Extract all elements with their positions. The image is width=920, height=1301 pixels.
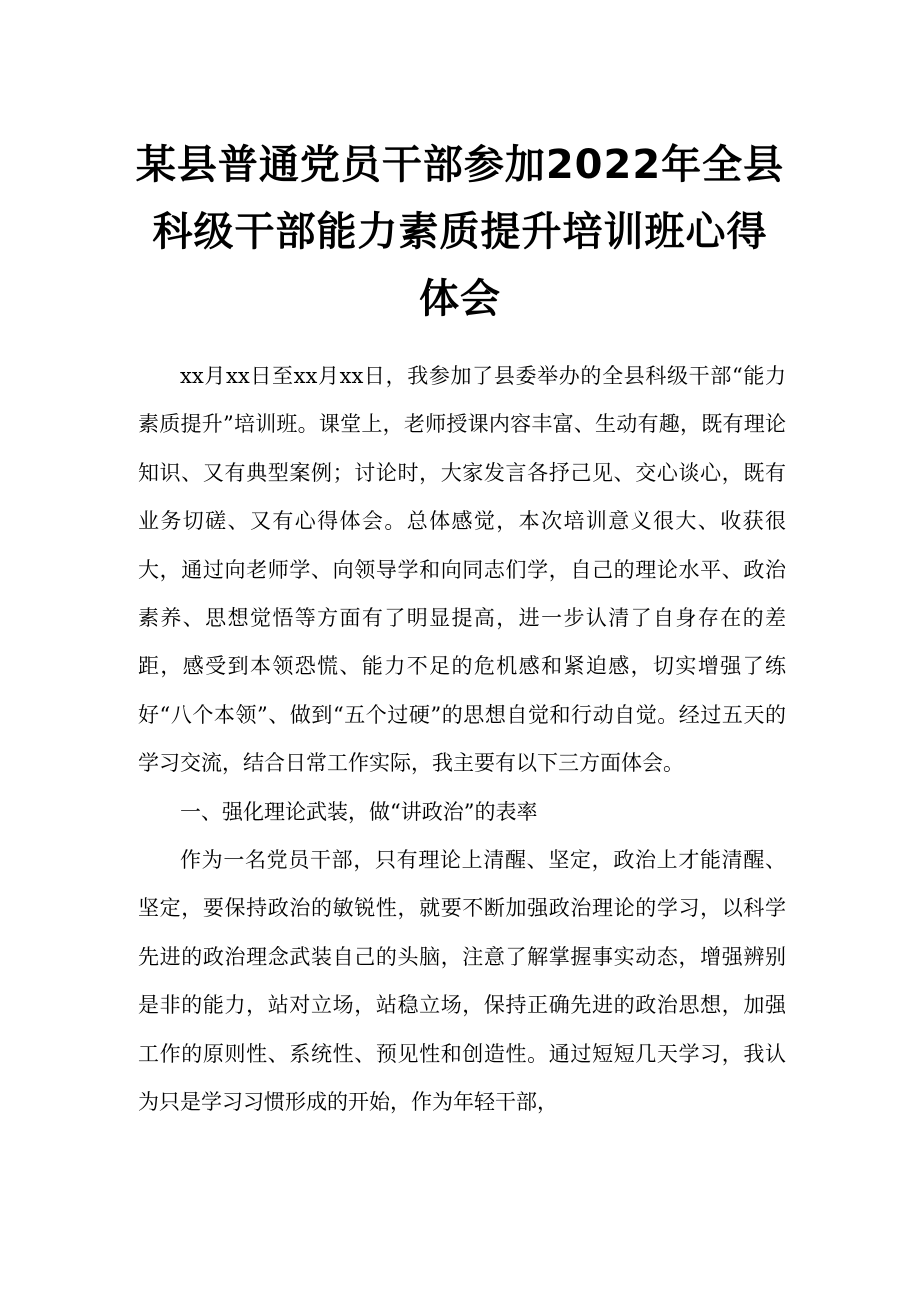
title-line-2: 科级干部能力素质提升培训班心得 bbox=[152, 209, 768, 255]
document-title bbox=[120, 132, 800, 333]
paragraph-section-1: 作为一名党员干部，只有理论上清醒、坚定，政治上才能清醒、坚定，要保持政治的敏锐性，就要不断加强政治理论的学习，以科学先进的政治理念武装自己的头脑，注意了解掌握事实动态，增强辨别是非的能力，站对立场，站稳立场，保持正确先进的政治思想，加强工作的原则性、系统性、预见性和创造性。通过短短几天学习，我认为只是学习习惯形成的开始，作为年轻干部， bbox=[138, 848, 786, 1115]
document-body bbox=[138, 352, 786, 1127]
title-line-3: 体会 bbox=[419, 276, 501, 322]
paragraph-intro: xx月xx日至xx月xx日，我参加了县委举办的全县科级干部“能力素质提升”培训班。课堂上，老师授课内容丰富、生动有趣，既有理论知识、又有典型案例；讨论时，大家发言各抒己见、交心谈心，既有业务切磋、又有心得体会。总体感觉，本次培训意义很大、收获很大，通过向老师学、向领导学和向同志们学，自己的理论水平、政治素养、思想觉悟等方面有了明显提高，进一步认清了自身存在的差距，感受到本领恐慌、能力不足的危机感和紧迫感，切实增强了练好“八个本领”、做到“五个过硬”的思想自觉和行动自觉。经过五天的学习交流，结合日常工作实际，我主要有以下三方面体会。 bbox=[138, 364, 786, 776]
title-line-1: 某县普通党员干部参加2022年全县 bbox=[135, 142, 785, 188]
section-heading-1: 一、强化理论武装，做“讲政治”的表率 bbox=[180, 799, 538, 824]
